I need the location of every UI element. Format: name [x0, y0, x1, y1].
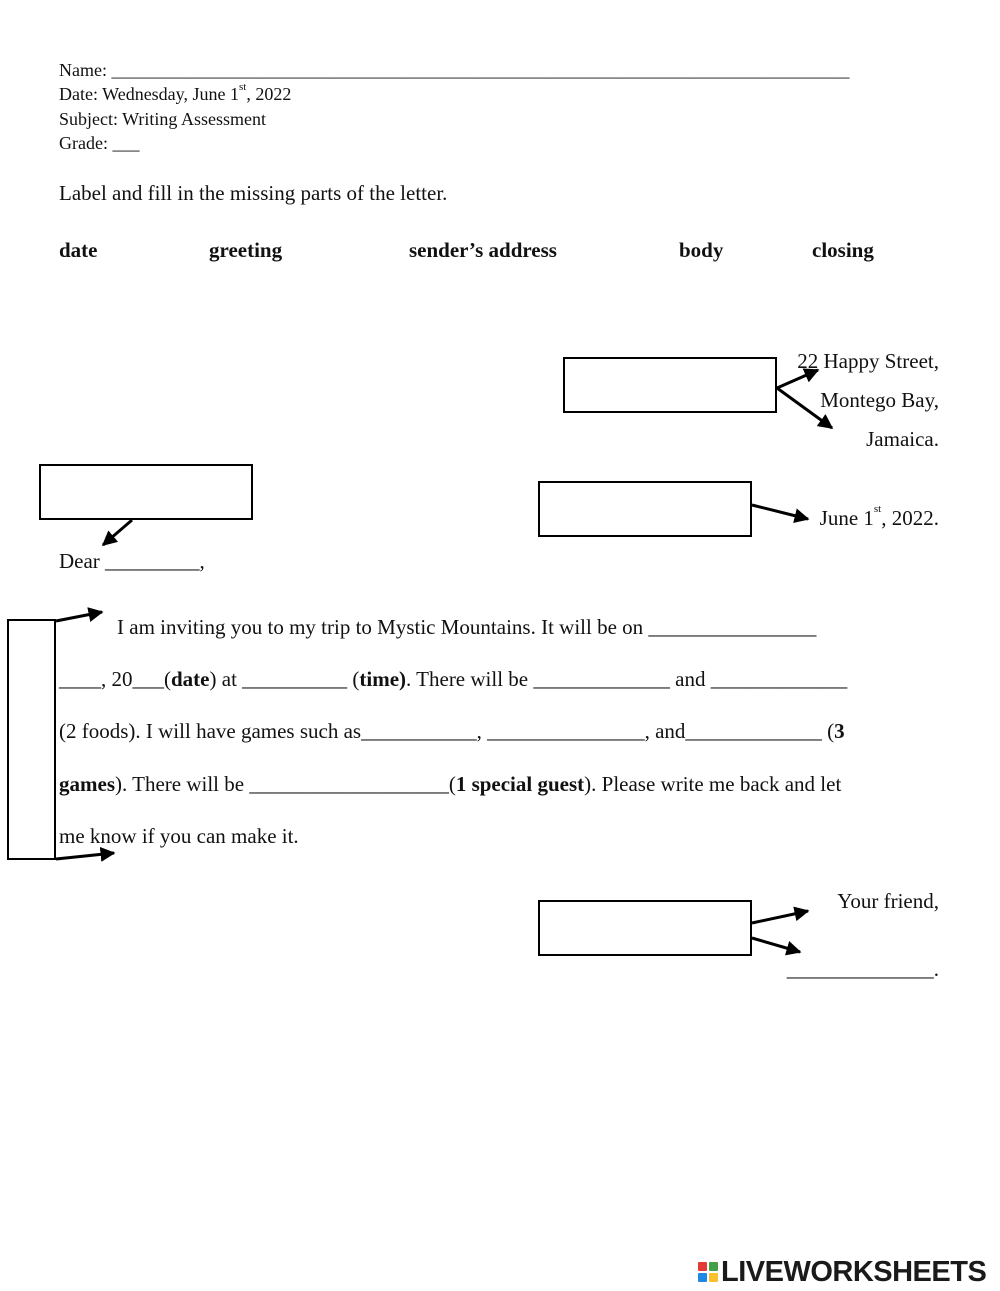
logo-square-green	[709, 1262, 718, 1271]
word-bank-date[interactable]: date	[59, 238, 98, 262]
word-bank-body[interactable]: body	[679, 238, 724, 262]
signature-line: ______________.	[786, 957, 939, 981]
arrow-address-up	[777, 370, 818, 388]
body-line-4-a: games	[59, 772, 115, 796]
arrow-date	[752, 505, 808, 519]
header-date-sup: st	[239, 81, 247, 93]
word-bank-closing[interactable]: closing	[812, 238, 874, 262]
word-bank-greeting[interactable]: greeting	[209, 238, 283, 262]
body-line-2-date-hint: date	[171, 667, 210, 691]
body-line-3-a: (2 foods). I will have games such as___________, _______________, and_____________ (	[59, 719, 835, 743]
logo-square-blue	[698, 1273, 707, 1282]
name-line: __________________________________________________________________________________	[111, 60, 850, 80]
body-line-3-b: 3	[834, 719, 845, 743]
header-date-year: , 2022	[246, 84, 292, 104]
closing: Your friend,	[837, 889, 939, 913]
letter-date-text: June 1	[819, 506, 874, 530]
body-line-4-b: ). There will be ___________________(	[115, 772, 456, 796]
body-line-2-a: ____, 20___(	[59, 667, 171, 691]
address-line-1: 22 Happy Street,	[797, 349, 939, 373]
address-line-2: Montego Bay,	[820, 388, 939, 412]
arrow-body-bottom	[56, 853, 114, 859]
header-grade: Grade: ___	[59, 133, 140, 153]
letter-date-sup: st	[873, 503, 882, 515]
body-line-4-d: ). Please write me back and let	[584, 772, 842, 796]
body-line-2-c: ) at __________ (	[209, 667, 360, 691]
logo-squares-icon	[698, 1262, 718, 1282]
letter-date-year: , 2022.	[881, 506, 939, 530]
logo-square-red	[698, 1262, 707, 1271]
name-label: Name:	[59, 60, 112, 80]
arrow-greeting	[103, 520, 132, 545]
body-line-1: I am inviting you to my trip to Mystic Mountains. It will be on ________________	[117, 615, 817, 639]
body-line-2-e: . There will be _____________ and _____________	[406, 667, 848, 691]
word-bank-senders-address[interactable]: sender’s address	[409, 238, 557, 262]
body-line-5: me know if you can make it.	[59, 824, 299, 848]
header-subject: Subject: Writing Assessment	[59, 109, 266, 129]
greeting: Dear _________,	[59, 549, 205, 573]
liveworksheets-logo	[698, 1255, 987, 1288]
header-date-text: Date: Wednesday, June 1	[59, 84, 239, 104]
arrow-closing-down	[752, 938, 800, 952]
body-line-2-time-hint: time)	[359, 667, 407, 691]
body-line-4-guest-hint: 1 special guest	[455, 772, 585, 796]
logo-square-yellow	[709, 1273, 718, 1282]
address-line-3: Jamaica.	[866, 427, 939, 451]
arrow-body-top	[56, 612, 102, 621]
logo-text: LIVEWORKSHEETS	[721, 1255, 987, 1288]
arrow-closing-up	[752, 911, 808, 923]
instruction: Label and fill in the missing parts of the letter.	[59, 181, 448, 205]
arrow-address-down	[777, 388, 832, 428]
